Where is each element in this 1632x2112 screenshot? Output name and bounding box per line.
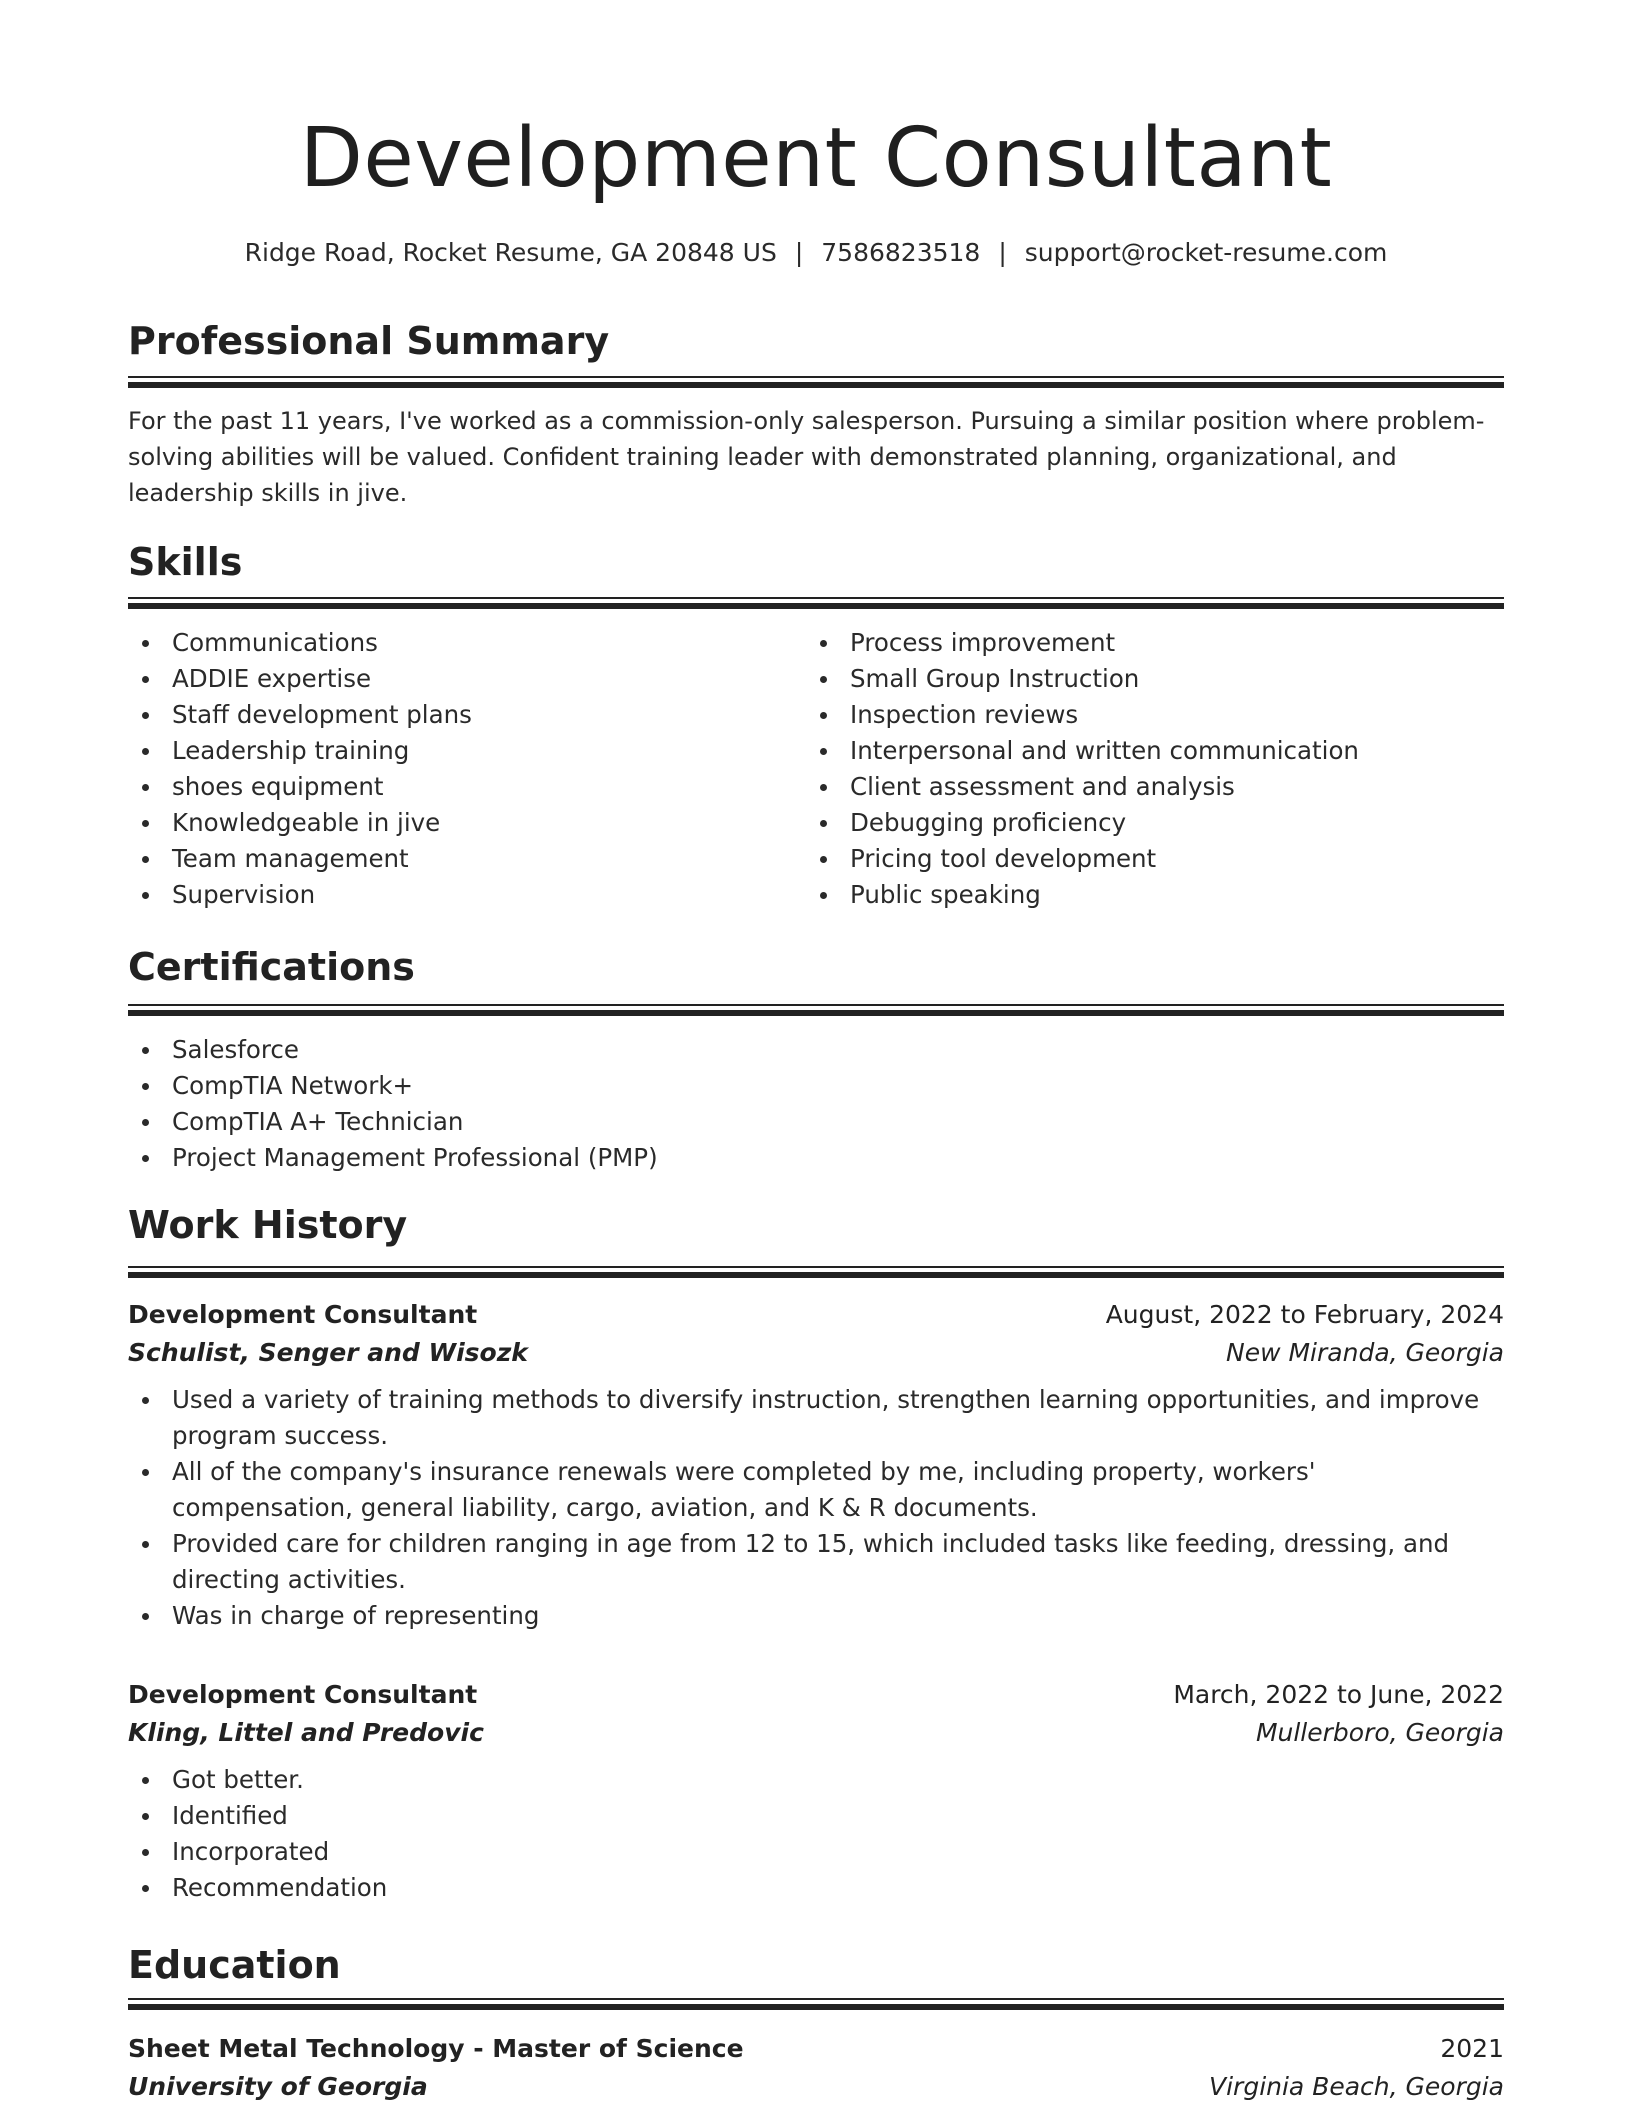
- skill-item: Process improvement: [806, 625, 1504, 661]
- job-bullet: Incorporated: [128, 1834, 1504, 1870]
- section-title-education: Education: [128, 1943, 341, 1987]
- section-rule: [128, 1004, 1504, 1006]
- job-company: Kling, Littel and Predovic: [128, 1718, 484, 1747]
- skill-item: ADDIE expertise: [128, 661, 788, 697]
- contact-phone: 7586823518: [821, 238, 981, 267]
- skill-item: Debugging proficiency: [806, 805, 1504, 841]
- job-bullets: [128, 1382, 1504, 1634]
- section-title-certifications: Certifications: [128, 945, 415, 989]
- skill-item: Interpersonal and written communication: [806, 733, 1504, 769]
- skill-item: Client assessment and analysis: [806, 769, 1504, 805]
- job-bullet: Provided care for children ranging in age from 12 to 15, which included tasks like feeding, dressing, and directing activities.: [128, 1526, 1504, 1598]
- summary-section: [128, 319, 1504, 507]
- contact-separator: |: [794, 238, 804, 267]
- skills-list-left: [128, 625, 788, 913]
- skill-item: Communications: [128, 625, 788, 661]
- certification-item: Project Management Professional (PMP): [128, 1140, 1504, 1176]
- job-dates: August, 2022 to February, 2024: [1105, 1300, 1504, 1329]
- education-section: [128, 1943, 1504, 2101]
- section-rule: [128, 376, 1504, 378]
- job-bullet: Identified: [128, 1798, 1504, 1834]
- education-school: University of Georgia: [128, 2072, 428, 2101]
- job-location: Mullerboro, Georgia: [1255, 1718, 1504, 1747]
- job-bullet: All of the company's insurance renewals were completed by me, including property, workers' compensation, general liability, cargo, aviation, and K & R documents.: [128, 1454, 1504, 1526]
- job-title: Development Consultant: [128, 1300, 478, 1329]
- skill-item: Team management: [128, 841, 788, 877]
- skill-item: Inspection reviews: [806, 697, 1504, 733]
- candidate-name: Development Consultant: [299, 111, 1333, 206]
- skill-item: Staff development plans: [128, 697, 788, 733]
- contact-address: Ridge Road, Rocket Resume, GA 20848 US: [244, 238, 777, 267]
- contact-separator: |: [998, 238, 1007, 267]
- summary-text: For the past 11 years, I've worked as a commission-only salesperson. Pursuing a similar position where problem-solving abilities will be valued. Confident training leader with demonstrated planning, organizational, and leadership skills in jive.: [128, 407, 1485, 507]
- education-year: 2021: [1440, 2034, 1504, 2063]
- education-location: Virginia Beach, Georgia: [1209, 2072, 1504, 2101]
- section-title-skills: Skills: [128, 540, 243, 584]
- certification-item: CompTIA Network+: [128, 1068, 1504, 1104]
- job-dates: March, 2022 to June, 2022: [1173, 1680, 1504, 1709]
- job-location: New Miranda, Georgia: [1226, 1338, 1504, 1367]
- section-rule: [128, 603, 1504, 609]
- work-section: [128, 1203, 1504, 1902]
- job-bullet: Used a variety of training methods to diversify instruction, strengthen learning opportunities, and improve program success.: [128, 1382, 1504, 1454]
- skills-list-right: [806, 625, 1504, 913]
- skill-item: shoes equipment: [128, 769, 788, 805]
- certification-item: CompTIA A+ Technician: [128, 1104, 1504, 1140]
- skill-item: Knowledgeable in jive: [128, 805, 788, 841]
- section-rule: [128, 1998, 1504, 2000]
- skill-item: Leadership training: [128, 733, 788, 769]
- skill-item: Pricing tool development: [806, 841, 1504, 877]
- certifications-section: [128, 945, 1504, 1172]
- job-bullet: Got better.: [128, 1762, 1504, 1798]
- certification-item: Salesforce: [128, 1032, 1504, 1068]
- job-bullet: Recommendation: [128, 1870, 1504, 1906]
- contact-email: support@rocket-resume.com: [1024, 238, 1388, 267]
- section-rule: [128, 1010, 1504, 1016]
- section-rule: [128, 2004, 1504, 2010]
- job-bullet: Was in charge of representing: [128, 1598, 1504, 1634]
- skill-item: Supervision: [128, 877, 788, 913]
- section-rule: [128, 1272, 1504, 1278]
- section-rule: [128, 1266, 1504, 1268]
- section-rule: [128, 597, 1504, 599]
- section-title-work: Work History: [128, 1203, 408, 1247]
- section-rule: [128, 382, 1504, 388]
- contact-line: [128, 240, 1504, 265]
- job-title: Development Consultant: [128, 1680, 478, 1709]
- skill-item: Public speaking: [806, 877, 1504, 913]
- section-title-summary: Professional Summary: [128, 319, 610, 363]
- education-degree: Sheet Metal Technology - Master of Science: [128, 2034, 744, 2063]
- job-bullets: [128, 1762, 1504, 1906]
- job-company: Schulist, Senger and Wisozk: [128, 1338, 528, 1367]
- skills-section: [128, 540, 1504, 909]
- certifications-list: [128, 1032, 1504, 1176]
- skill-item: Small Group Instruction: [806, 661, 1504, 697]
